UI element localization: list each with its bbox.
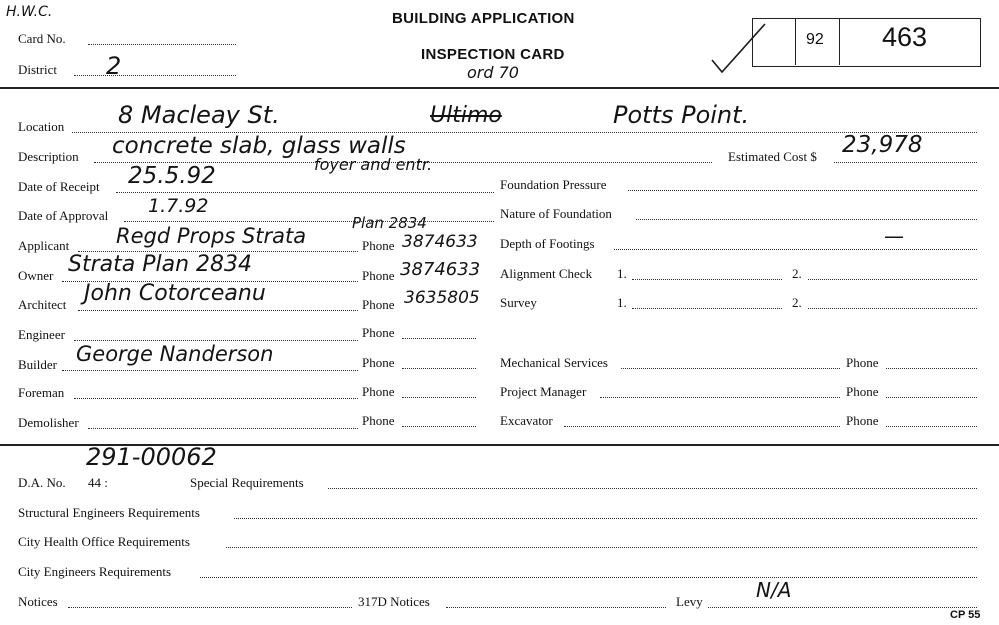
depth-footings-value: — [884, 224, 904, 248]
excavator-label: Excavator [500, 413, 553, 428]
applicant-label: Applicant [18, 238, 70, 253]
depth-footings-line [614, 249, 977, 250]
architect-value: John Cotorceanu [84, 281, 266, 306]
date-approval-value: 1.7.92 [148, 195, 209, 217]
city-engineers-line [200, 577, 977, 578]
number-box-divider-1 [795, 18, 796, 65]
year-box-value: 92 [806, 31, 824, 48]
city-engineers-label: City Engineers Requirements [18, 564, 172, 579]
builder-value: George Nanderson [76, 342, 274, 366]
engineer-label: Engineer [18, 327, 65, 342]
depth-footings-label: Depth of Footings [500, 236, 595, 251]
demolisher-phone-line [402, 426, 476, 427]
location-label: Location [18, 119, 65, 134]
page-title: BUILDING APPLICATION [392, 10, 575, 27]
notices-317d-label: 317D Notices [358, 594, 430, 609]
applicant-value: Regd Props Strata [116, 224, 307, 248]
levy-line [708, 607, 977, 608]
corner-note: H.W.C. [6, 4, 53, 20]
owner-phone-value: 3874633 [400, 259, 481, 280]
special-requirements-label: Special Requirements [190, 475, 304, 490]
foreman-line [74, 398, 358, 399]
builder-phone-label: Phone [362, 355, 395, 370]
date-receipt-value: 25.5.92 [128, 163, 216, 189]
da-label: D.A. No. [18, 475, 66, 490]
project-manager-phone-line [886, 397, 977, 398]
estimated-cost-line [834, 162, 977, 163]
mechanical-line [621, 368, 840, 369]
owner-value: Strata Plan 2834 [68, 252, 253, 277]
card-no-line [88, 44, 236, 45]
header-rule [0, 87, 999, 89]
nature-foundation-line [636, 219, 977, 220]
engineer-phone-line [402, 338, 476, 339]
description-label: Description [18, 149, 79, 164]
district-line [74, 75, 236, 76]
excavator-line [564, 426, 840, 427]
builder-label: Builder [18, 357, 57, 372]
alignment-check-2: 2. [792, 266, 802, 281]
da-number-handwritten: 291-00062 [86, 443, 217, 471]
foreman-phone-label: Phone [362, 384, 395, 399]
number-box-value: 463 [882, 22, 928, 52]
demolisher-phone-label: Phone [362, 413, 395, 428]
applicant-phone-label: Phone [362, 238, 395, 253]
title-annotation: ord 70 [467, 63, 519, 82]
description-value-2: foyer and entr. [314, 155, 433, 174]
engineer-phone-label: Phone [362, 325, 395, 340]
district-value: 2 [106, 52, 122, 80]
nature-foundation-label: Nature of Foundation [500, 206, 612, 221]
applicant-phone-value: 3874633 [402, 232, 478, 252]
foreman-phone-line [402, 397, 476, 398]
builder-phone-line [402, 368, 476, 369]
alignment-check-label: Alignment Check [500, 266, 593, 281]
estimated-cost-label: Estimated Cost $ [728, 149, 817, 164]
foreman-label: Foreman [18, 385, 65, 400]
number-box-divider-2 [839, 18, 840, 65]
location-value-2: Potts Point. [613, 101, 750, 129]
survey-check-1-line [632, 308, 782, 309]
survey-label: Survey [500, 295, 537, 310]
applicant-note: Plan 2834 [352, 214, 427, 232]
alignment-check-1-line [632, 279, 782, 280]
survey-check-2-line [808, 308, 977, 309]
special-requirements-line [328, 488, 977, 489]
architect-phone-label: Phone [362, 297, 395, 312]
levy-value: N/A [756, 578, 792, 602]
description-value: concrete slab, glass walls [112, 133, 406, 159]
mechanical-phone-label: Phone [846, 355, 879, 370]
check-mark-icon [710, 20, 770, 80]
estimated-cost-value: 23,978 [842, 132, 923, 158]
architect-phone-value: 3635805 [404, 288, 480, 308]
mechanical-phone-line [886, 368, 977, 369]
owner-label: Owner [18, 268, 54, 283]
architect-line [78, 310, 358, 311]
date-approval-label: Date of Approval [18, 208, 109, 223]
project-manager-line [600, 397, 840, 398]
alignment-check-1: 1. [617, 266, 627, 281]
foundation-pressure-line [628, 190, 977, 191]
notices-line [68, 607, 352, 608]
structural-line [234, 518, 977, 519]
owner-phone-label: Phone [362, 268, 395, 283]
card-no-label: Card No. [18, 31, 66, 46]
date-approval-line [124, 221, 494, 222]
structural-label: Structural Engineers Requirements [18, 505, 200, 520]
date-receipt-label: Date of Receipt [18, 179, 100, 194]
health-label: City Health Office Requirements [18, 534, 190, 549]
survey-check-1: 1. [617, 295, 627, 310]
page-subtitle: INSPECTION CARD [421, 46, 565, 63]
engineer-line [74, 340, 358, 341]
foundation-pressure-label: Foundation Pressure [500, 177, 607, 192]
health-line [226, 547, 977, 548]
demolisher-label: Demolisher [18, 415, 79, 430]
builder-line [62, 370, 358, 371]
architect-label: Architect [18, 297, 67, 312]
card-number-box [752, 18, 981, 67]
mechanical-label: Mechanical Services [500, 355, 608, 370]
da-value: 44 : [88, 475, 108, 490]
notices-317d-line [446, 607, 666, 608]
form-code: CP 55 [950, 609, 981, 621]
excavator-phone-line [886, 426, 977, 427]
excavator-phone-label: Phone [846, 413, 879, 428]
project-manager-label: Project Manager [500, 384, 587, 399]
notices-label: Notices [18, 594, 58, 609]
levy-label: Levy [676, 594, 703, 609]
location-value: 8 Macleay St. [118, 101, 280, 129]
location-struck: Ultimo [430, 103, 502, 128]
demolisher-line [88, 428, 358, 429]
alignment-check-2-line [808, 279, 977, 280]
project-manager-phone-label: Phone [846, 384, 879, 399]
date-receipt-line [116, 192, 494, 193]
district-label: District [18, 62, 57, 77]
survey-check-2: 2. [792, 295, 802, 310]
